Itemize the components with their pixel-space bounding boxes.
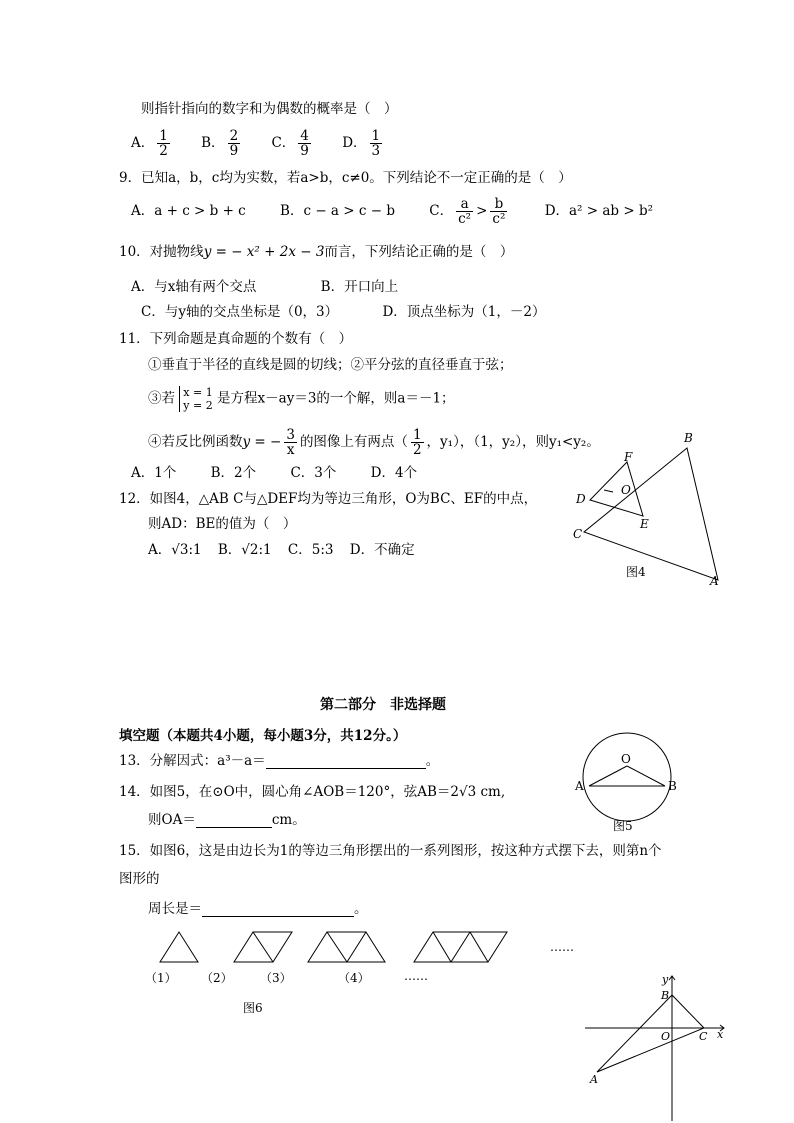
fig5-label-a: A <box>575 779 584 793</box>
fig4-label-d: D <box>576 492 586 506</box>
q10-option-b: B．开口向上 <box>320 279 399 295</box>
q15-line-2: 周长是＝ 。 <box>148 901 368 917</box>
q11-option-c: C．3个 <box>290 465 337 481</box>
fig5-label-o: O <box>621 752 631 766</box>
coord-label-x: x <box>717 1028 724 1041</box>
q11-statement-3: ③若 x = 1 y = 2 是方程x－ay＝3的一个解，则a＝－1； <box>148 386 455 412</box>
q10-option-d: D．顶点坐标为（1，－2） <box>382 304 546 320</box>
fig4-label-a: A <box>710 574 719 588</box>
q11-option-a: A．1个 <box>131 465 177 481</box>
q8-options <box>131 129 385 158</box>
q9-option-d: D．a² > ab > b² <box>544 203 654 219</box>
fig6-dots-top: …… <box>550 940 574 954</box>
fig4-label-c: C <box>573 527 583 541</box>
q8-option-a: A． $\frac{1}{2}$ <box>131 128 168 159</box>
part2-title: 第二部分 非选择题 <box>320 697 446 713</box>
q9-option-a: A．a + c > b + c <box>131 203 246 219</box>
q12-option-c: C．5:3 <box>287 542 334 558</box>
q11-option-d: D．4个 <box>370 465 418 481</box>
fig4-caption: 图4 <box>626 565 646 579</box>
coord-label-c: C <box>699 1030 708 1043</box>
q15-answer-blank[interactable] <box>202 902 354 917</box>
figure-6 <box>140 926 590 1026</box>
fig4-label-o: O <box>621 483 631 497</box>
fig6-label-1: （1） <box>145 971 177 985</box>
q12-option-d: D．不确定 <box>349 542 415 558</box>
q14-line-2: 则OA＝ cm。 <box>148 812 306 828</box>
q10-option-a: A．与x轴有两个交点 <box>131 279 257 295</box>
q15: 15．如图6，这是由边长为1的等边三角形摆出的一系列图形，按这种方式摆下去，则第n个 <box>119 843 662 859</box>
q8-option-d: D． $\frac{1}{3}$ <box>342 128 381 159</box>
q14: 14．如图5，在⊙O中，圆心角∠AOB＝120°，弦AB＝2√3 cm, <box>119 784 506 800</box>
q11-statement-4: ④若反比例函数y = − $\frac{3}{x}$ 的图像上有两点（ $\frac{1}{2}$ ，y₁），（1，y₂），则y₁<y₂。 <box>148 427 600 458</box>
fig6-label-4: （4） <box>338 971 370 985</box>
q11-stem: 11．下列命题是真命题的个数有（ ） <box>119 331 353 347</box>
q11-options <box>131 465 417 481</box>
q9-stem: 9．已知a，b，c均为实数，若a>b，c≠0。下列结论不一定正确的是（ ） <box>119 170 572 186</box>
coord-label-b: B <box>661 989 670 1002</box>
fig5-label-b: B <box>668 779 677 793</box>
q12-option-b: B．√2:1 <box>217 542 272 558</box>
fig4-label-e: E <box>640 517 649 531</box>
figure-4 <box>570 428 750 598</box>
coord-label-a: A <box>590 1073 598 1086</box>
q15-line-cont: 图形的 <box>119 871 160 887</box>
q14-answer-blank[interactable] <box>196 813 272 828</box>
q8-option-c: C． $\frac{4}{9}$ <box>271 128 309 159</box>
fig6-label-dots: …… <box>404 969 428 983</box>
q8-stem: 则指针指向的数字和为偶数的概率是（ ） <box>141 101 398 117</box>
q10-option-c: C．与y轴的交点坐标是（0，3） <box>141 304 339 320</box>
fig6-label-2: （2） <box>201 971 233 985</box>
q13: 13．分解因式：a³－a＝ 。 <box>119 753 440 769</box>
q11-option-b: B．2个 <box>210 465 257 481</box>
fig6-shape-1 <box>160 932 198 962</box>
q8-option-b: B． $\frac{2}{9}$ <box>201 128 239 159</box>
q13-answer-blank[interactable] <box>266 754 426 769</box>
fig4-label-b: B <box>684 431 693 445</box>
figure-coordinate <box>582 968 732 1123</box>
q10-options-row1 <box>131 279 398 295</box>
q12-stem: 12．如图4，△AB C与△DEF均为等边三角形，O为BC、EF的中点， <box>119 491 538 507</box>
q12-stem-2: 则AD：BE的值为（ ） <box>148 516 297 532</box>
coord-label-y: y <box>662 973 669 986</box>
fig4-label-f: F <box>624 450 633 464</box>
q9-options <box>131 197 653 226</box>
q10-stem: 10．对抛物线y = − x² + 2x − 3而言，下列结论正确的是（ ） <box>119 244 514 260</box>
q10-options-row2 <box>141 304 545 320</box>
figure-5 <box>568 722 688 832</box>
q11-statement-1-2: ①垂直于半径的直线是圆的切线；②平分弦的直径垂直于弦； <box>148 357 513 373</box>
q12-options <box>148 542 415 558</box>
q9-option-b: B．c − a > c − b <box>280 203 395 219</box>
section-heading: 填空题（本题共4小题，每小题3分，共12分。） <box>119 728 407 744</box>
q9-option-c: C． $\frac{a}{\text{c²}}$ > $\frac{b}{\text{c²}}$ <box>429 196 506 227</box>
fig6-shape-3 <box>308 932 385 962</box>
q12-option-a: A．√3:1 <box>148 542 202 558</box>
fig5-caption: 图5 <box>613 819 633 832</box>
fig6-caption: 图6 <box>243 1001 263 1015</box>
coord-label-o: O <box>661 1030 671 1043</box>
fig6-label-3: （3） <box>260 971 292 985</box>
